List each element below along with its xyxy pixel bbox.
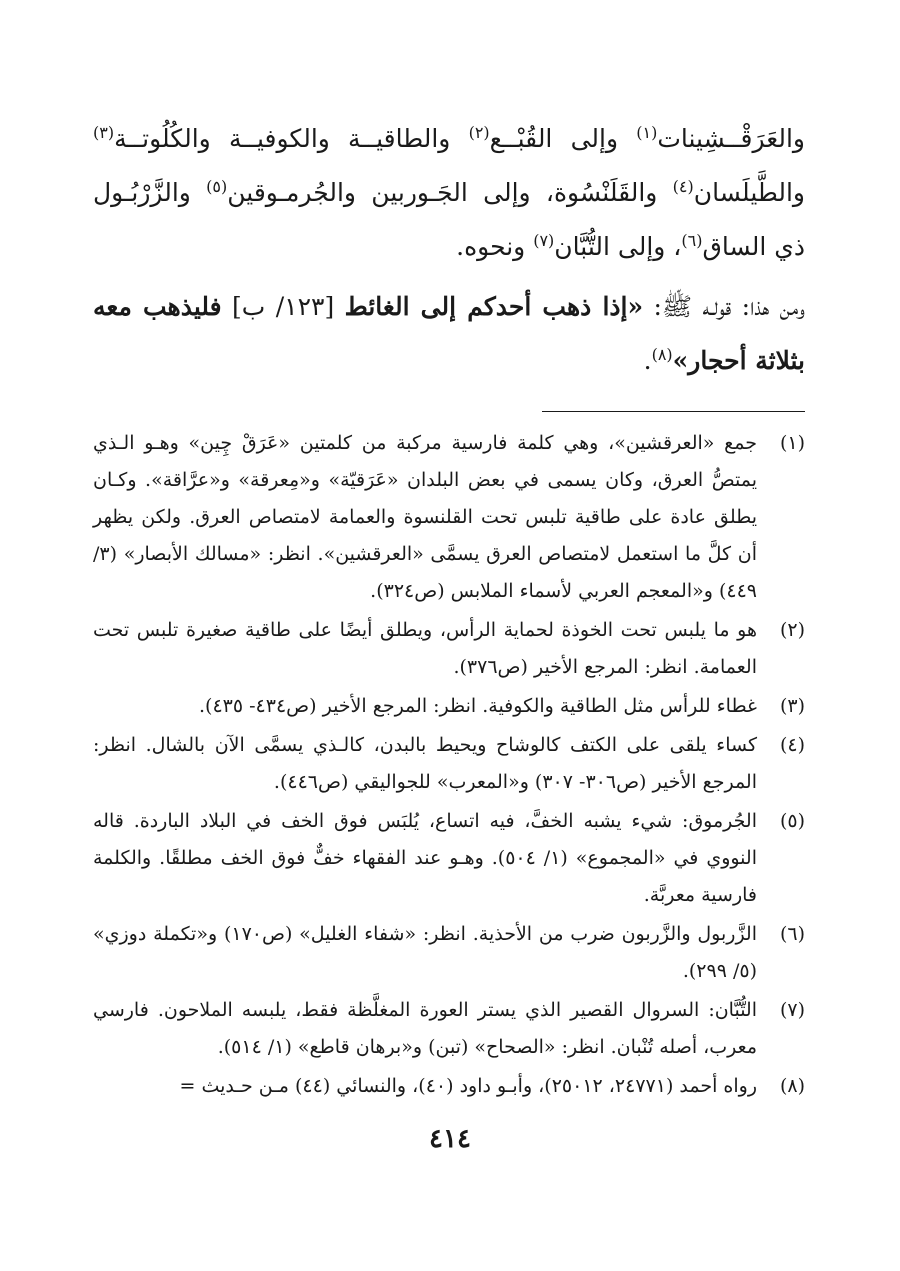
text-segment: والقَلَنْسُوة، وإلى الجَـوربين والجُرمـوقين bbox=[227, 178, 673, 207]
footnote-1 bbox=[93, 425, 805, 610]
footnote-ref-2[interactable]: (٢) bbox=[468, 123, 490, 142]
footnote-number: (٣) bbox=[779, 695, 805, 717]
footnote-number: (٧) bbox=[779, 999, 805, 1021]
footnote-ref-6[interactable]: (٦) bbox=[681, 231, 703, 250]
page-number: ٤١٤ bbox=[429, 1124, 471, 1154]
footnote-number: (٢) bbox=[779, 619, 805, 641]
footnote-number: (٦) bbox=[779, 923, 805, 945]
text-segment: والطاقيــة والكوفيــة والكُلُوتــة bbox=[114, 124, 469, 153]
main-paragraph-1 bbox=[93, 112, 805, 274]
footnote-5 bbox=[93, 803, 805, 914]
text-segment: ، وإلى التُّبَّان bbox=[554, 232, 682, 261]
manuscript-folio-ref: [١٢٣/ ب] bbox=[221, 292, 345, 321]
text-segment: والزَّرْبُـول ذي الساق bbox=[93, 178, 805, 261]
footnote-text: هو ما يلبس تحت الخوذة لحماية الرأس، ويطلق أيضًا على طاقية صغيرة تلبس تحت العمامة. انظر: المرجع الأخير (ص٣٧٦). bbox=[93, 619, 757, 678]
footnote-number: (١) bbox=[779, 432, 805, 454]
footnote-ref-3[interactable]: (٣) bbox=[93, 123, 115, 142]
footnote-8 bbox=[93, 1068, 805, 1105]
text-segment: ومن هذا: قولـه ﷺ: bbox=[643, 292, 806, 321]
footnote-number: (٤) bbox=[779, 734, 805, 756]
footnote-ref-4[interactable]: (٤) bbox=[672, 177, 694, 196]
footnote-number: (٨) bbox=[779, 1075, 805, 1097]
footnote-ref-7[interactable]: (٧) bbox=[533, 231, 555, 250]
text-segment: ونحوه. bbox=[456, 232, 534, 261]
footnote-3 bbox=[93, 688, 805, 725]
footnote-text: جمع «العرقشين»، وهي كلمة فارسية مركبة من كلمتين «عَرَقْ چِين» وهـو الـذي يمتصُّ العرق، وكان يسمى في بعض البلدان «عَرَقيّة» و«مِعرقة» و«عرَّاقة». وكـان يطلق عادة على طاقية تلبس تحت القلنسوة والعمامة لامتصاص العرق. ولكن يظهر أن كلَّ ما استعمل لامتصاص العرق يسمَّى «العرقشين». انظر: «مسالك الأبصار» (٣/ ٤٤٩) و«المعجم العربي لأسماء الملابس (ص٣٢٤). bbox=[93, 432, 757, 602]
hadith-quote-start: «إذا ذهب أحدكم إلى الغائط bbox=[344, 292, 644, 321]
footnote-7 bbox=[93, 992, 805, 1066]
text-segment: والطَّيلَسان bbox=[693, 178, 806, 207]
footnote-ref-1[interactable]: (١) bbox=[636, 123, 658, 142]
footnote-4 bbox=[93, 727, 805, 801]
footnote-ref-5[interactable]: (٥) bbox=[206, 177, 228, 196]
main-paragraph-2 bbox=[93, 280, 805, 388]
text-segment: وإلى القُبْــع bbox=[489, 124, 637, 153]
footnote-6 bbox=[93, 916, 805, 990]
footnote-text: الجُرموق: شيء يشبه الخفَّ، فيه اتساع، يُلبَس فوق الخف في البلاد الباردة. قاله النووي في «المجموع» (١/ ٥٠٤). وهـو عند الفقهاء خفٌّ فوق الخف مطلقًا. والكلمة فارسية معربَّة. bbox=[93, 810, 757, 906]
footnote-separator bbox=[542, 411, 805, 412]
footnote-number: (٥) bbox=[779, 810, 805, 832]
footnote-text: كساء يلقى على الكتف كالوشاح ويحيط بالبدن، كالـذي يسمَّى الآن بالشال. انظر: المرجع الأخير (ص٣٠٦- ٣٠٧) و«المعرب» للجواليقي (ص٤٤٦). bbox=[93, 734, 757, 793]
text-segment: . bbox=[643, 346, 652, 375]
footnotes bbox=[93, 425, 805, 1105]
text-segment: والعَرَقْــشِينات bbox=[657, 124, 805, 153]
footnote-text: غطاء للرأس مثل الطاقية والكوفية. انظر: المرجع الأخير (ص٤٣٤- ٤٣٥). bbox=[199, 695, 757, 717]
footnote-ref-8[interactable]: (٨) bbox=[651, 345, 673, 364]
footnote-text: الزَّربول والزَّربون ضرب من الأحذية. انظر: «شفاء الغليل» (ص١٧٠) و«تكملة دوزي» (٥/ ٢٩٩). bbox=[93, 923, 757, 982]
footnote-2 bbox=[93, 612, 805, 686]
main-text bbox=[93, 112, 805, 388]
footnote-text: رواه أحمد (٢٤٧٧١، ٢٥٠١٢)، وأبـو داود (٤٠)، والنسائي (٤٤) مـن حـديث = bbox=[179, 1075, 757, 1097]
footnote-text: التُّبَّان: السروال القصير الذي يستر العورة المغلَّظة فقط، يلبسه الملاحون. فارسي معرب، أصله تُنْبان. انظر: «الصحاح» (تبن) و«برهان قاطع» (١/ ٥١٤). bbox=[93, 999, 757, 1058]
hadith-quote-end: فليذهب معه بثلاثة أحجار» bbox=[93, 292, 805, 375]
